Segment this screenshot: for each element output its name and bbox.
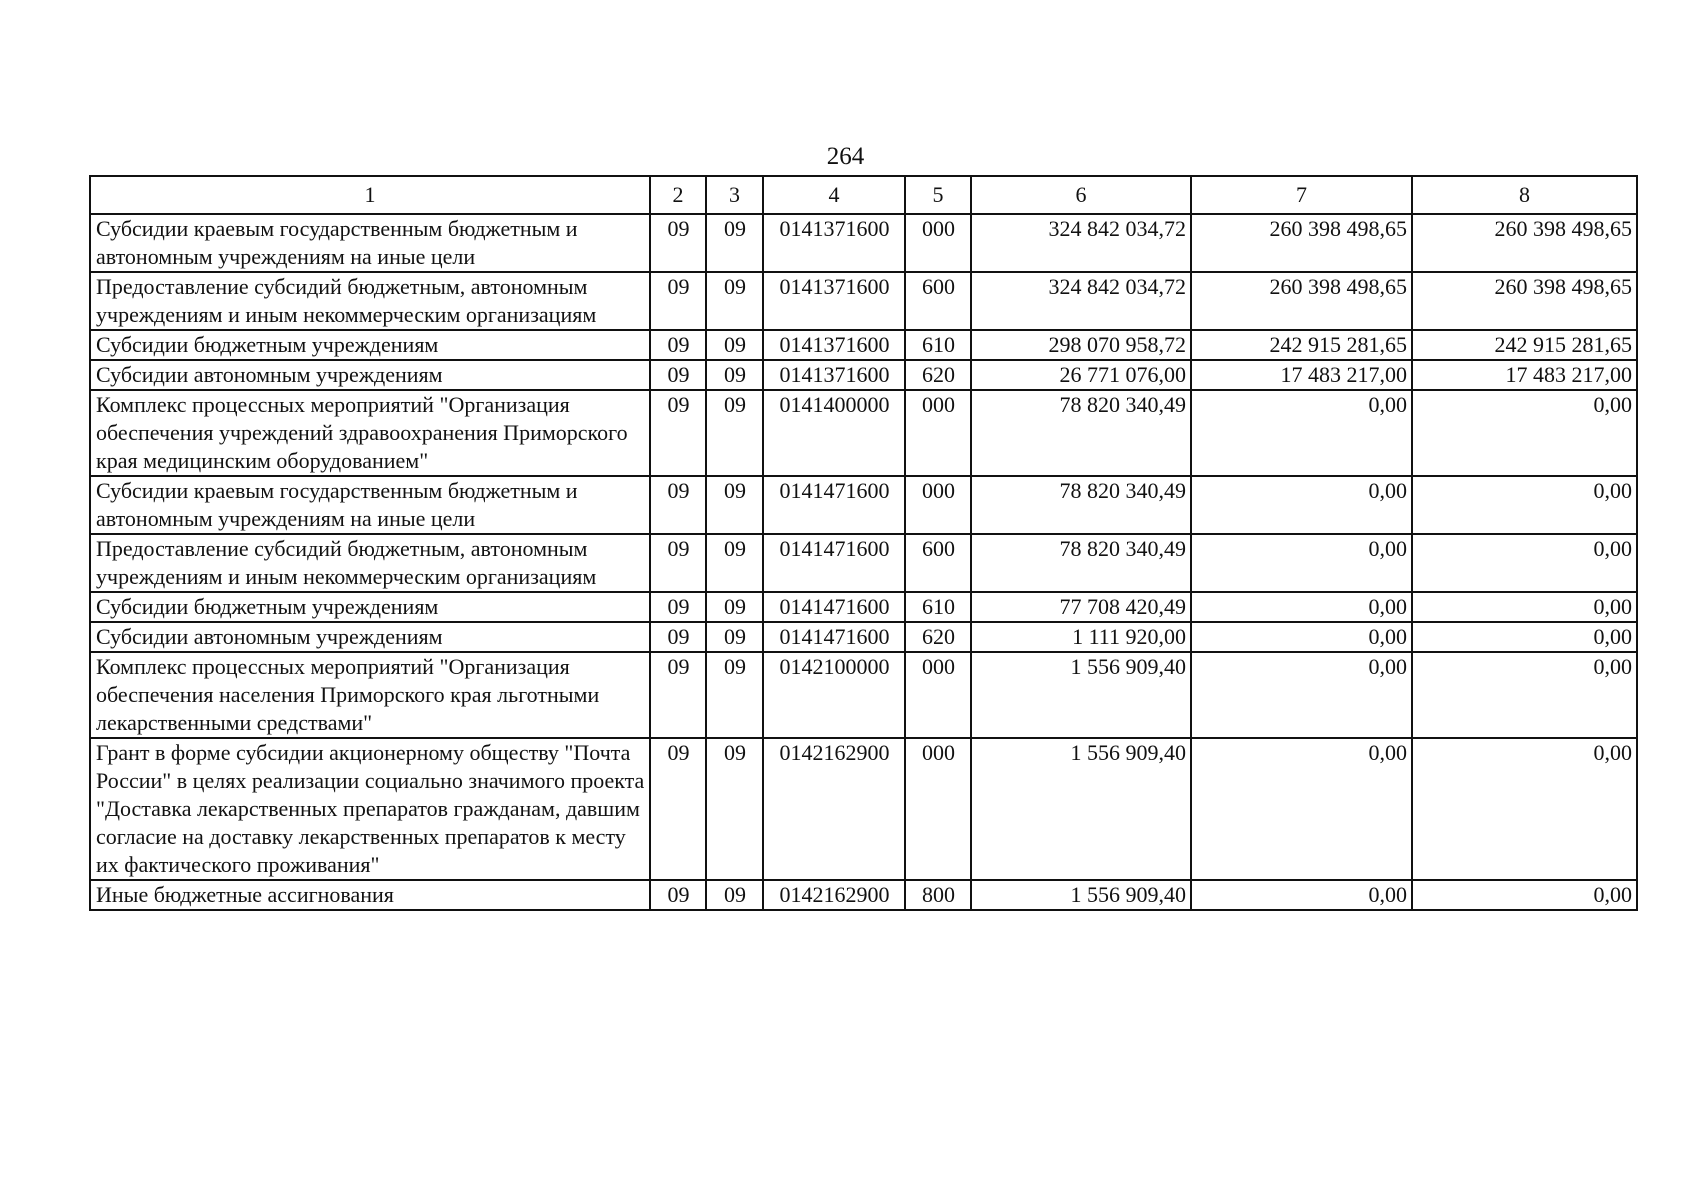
target-article-code: 0142162900 bbox=[763, 880, 905, 910]
section-code: 09 bbox=[650, 330, 706, 360]
target-article-code: 0141371600 bbox=[763, 360, 905, 390]
table-row bbox=[90, 738, 1637, 880]
table-row bbox=[90, 622, 1637, 652]
expense-type-code: 600 bbox=[905, 534, 971, 592]
amount-col7: 260 398 498,65 bbox=[1191, 272, 1412, 330]
amount-col6: 1 556 909,40 bbox=[971, 652, 1191, 738]
amount-col8: 242 915 281,65 bbox=[1412, 330, 1637, 360]
expense-type-code: 600 bbox=[905, 272, 971, 330]
subsection-code: 09 bbox=[706, 272, 763, 330]
target-article-code: 0141400000 bbox=[763, 390, 905, 476]
amount-col6: 324 842 034,72 bbox=[971, 272, 1191, 330]
target-article-code: 0141371600 bbox=[763, 272, 905, 330]
amount-col7: 0,00 bbox=[1191, 622, 1412, 652]
row-name: Предоставление субсидий бюджетным, автономным учреждениям и иным некоммерческим организациям bbox=[90, 534, 650, 592]
amount-col6: 298 070 958,72 bbox=[971, 330, 1191, 360]
expense-type-code: 000 bbox=[905, 476, 971, 534]
column-header: 6 bbox=[971, 176, 1191, 214]
amount-col8: 0,00 bbox=[1412, 622, 1637, 652]
row-name: Субсидии автономным учреждениям bbox=[90, 360, 650, 390]
amount-col6: 324 842 034,72 bbox=[971, 214, 1191, 272]
target-article-code: 0141371600 bbox=[763, 214, 905, 272]
subsection-code: 09 bbox=[706, 622, 763, 652]
amount-col6: 1 111 920,00 bbox=[971, 622, 1191, 652]
amount-col8: 0,00 bbox=[1412, 652, 1637, 738]
target-article-code: 0142100000 bbox=[763, 652, 905, 738]
column-header: 1 bbox=[90, 176, 650, 214]
section-code: 09 bbox=[650, 738, 706, 880]
expense-type-code: 000 bbox=[905, 390, 971, 476]
amount-col8: 0,00 bbox=[1412, 738, 1637, 880]
subsection-code: 09 bbox=[706, 360, 763, 390]
expense-type-code: 610 bbox=[905, 330, 971, 360]
table-row bbox=[90, 534, 1637, 592]
amount-col7: 0,00 bbox=[1191, 534, 1412, 592]
expense-type-code: 000 bbox=[905, 214, 971, 272]
target-article-code: 0141471600 bbox=[763, 476, 905, 534]
column-header: 2 bbox=[650, 176, 706, 214]
header-row bbox=[90, 176, 1637, 214]
amount-col8: 260 398 498,65 bbox=[1412, 272, 1637, 330]
row-name: Грант в форме субсидии акционерному обществу "Почта России" в целях реализации социально значимого проекта "Доставка лекарственных препаратов гражданам, давшим согласие на доставку лекарственных препаратов к месту их фактического проживания" bbox=[90, 738, 650, 880]
subsection-code: 09 bbox=[706, 738, 763, 880]
amount-col7: 260 398 498,65 bbox=[1191, 214, 1412, 272]
section-code: 09 bbox=[650, 214, 706, 272]
expense-type-code: 610 bbox=[905, 592, 971, 622]
amount-col8: 260 398 498,65 bbox=[1412, 214, 1637, 272]
amount-col6: 1 556 909,40 bbox=[971, 738, 1191, 880]
section-code: 09 bbox=[650, 592, 706, 622]
row-name: Комплекс процессных мероприятий "Организация обеспечения населения Приморского края льготными лекарственными средствами" bbox=[90, 652, 650, 738]
amount-col7: 0,00 bbox=[1191, 390, 1412, 476]
amount-col7: 17 483 217,00 bbox=[1191, 360, 1412, 390]
target-article-code: 0141371600 bbox=[763, 330, 905, 360]
section-code: 09 bbox=[650, 360, 706, 390]
row-name: Предоставление субсидий бюджетным, автономным учреждениям и иным некоммерческим организациям bbox=[90, 272, 650, 330]
table-row bbox=[90, 214, 1637, 272]
expense-type-code: 800 bbox=[905, 880, 971, 910]
subsection-code: 09 bbox=[706, 534, 763, 592]
amount-col7: 0,00 bbox=[1191, 652, 1412, 738]
section-code: 09 bbox=[650, 622, 706, 652]
table-row bbox=[90, 390, 1637, 476]
amount-col8: 0,00 bbox=[1412, 592, 1637, 622]
subsection-code: 09 bbox=[706, 214, 763, 272]
subsection-code: 09 bbox=[706, 476, 763, 534]
page-number: 264 bbox=[826, 143, 865, 170]
row-name: Субсидии бюджетным учреждениям bbox=[90, 592, 650, 622]
amount-col7: 242 915 281,65 bbox=[1191, 330, 1412, 360]
amount-col6: 1 556 909,40 bbox=[971, 880, 1191, 910]
table-row bbox=[90, 476, 1637, 534]
section-code: 09 bbox=[650, 534, 706, 592]
amount-col8: 0,00 bbox=[1412, 880, 1637, 910]
table-row bbox=[90, 272, 1637, 330]
section-code: 09 bbox=[650, 476, 706, 534]
subsection-code: 09 bbox=[706, 880, 763, 910]
row-name: Субсидии бюджетным учреждениям bbox=[90, 330, 650, 360]
budget-table bbox=[89, 175, 1638, 911]
amount-col8: 0,00 bbox=[1412, 390, 1637, 476]
row-name: Иные бюджетные ассигнования bbox=[90, 880, 650, 910]
amount-col8: 0,00 bbox=[1412, 476, 1637, 534]
subsection-code: 09 bbox=[706, 592, 763, 622]
amount-col6: 78 820 340,49 bbox=[971, 476, 1191, 534]
table-row bbox=[90, 652, 1637, 738]
expense-type-code: 000 bbox=[905, 738, 971, 880]
amount-col6: 26 771 076,00 bbox=[971, 360, 1191, 390]
table-row bbox=[90, 360, 1637, 390]
row-name: Субсидии краевым государственным бюджетным и автономным учреждениям на иные цели bbox=[90, 476, 650, 534]
section-code: 09 bbox=[650, 390, 706, 476]
row-name: Субсидии автономным учреждениям bbox=[90, 622, 650, 652]
amount-col6: 78 820 340,49 bbox=[971, 534, 1191, 592]
amount-col7: 0,00 bbox=[1191, 880, 1412, 910]
row-name: Субсидии краевым государственным бюджетным и автономным учреждениям на иные цели bbox=[90, 214, 650, 272]
subsection-code: 09 bbox=[706, 652, 763, 738]
target-article-code: 0141471600 bbox=[763, 534, 905, 592]
column-header: 5 bbox=[905, 176, 971, 214]
column-header: 8 bbox=[1412, 176, 1637, 214]
amount-col6: 77 708 420,49 bbox=[971, 592, 1191, 622]
section-code: 09 bbox=[650, 880, 706, 910]
table-row bbox=[90, 330, 1637, 360]
column-header: 4 bbox=[763, 176, 905, 214]
target-article-code: 0142162900 bbox=[763, 738, 905, 880]
target-article-code: 0141471600 bbox=[763, 622, 905, 652]
section-code: 09 bbox=[650, 272, 706, 330]
amount-col8: 17 483 217,00 bbox=[1412, 360, 1637, 390]
column-header: 7 bbox=[1191, 176, 1412, 214]
column-header: 3 bbox=[706, 176, 763, 214]
amount-col7: 0,00 bbox=[1191, 738, 1412, 880]
table-row bbox=[90, 880, 1637, 910]
subsection-code: 09 bbox=[706, 390, 763, 476]
amount-col7: 0,00 bbox=[1191, 592, 1412, 622]
expense-type-code: 000 bbox=[905, 652, 971, 738]
subsection-code: 09 bbox=[706, 330, 763, 360]
section-code: 09 bbox=[650, 652, 706, 738]
expense-type-code: 620 bbox=[905, 622, 971, 652]
amount-col7: 0,00 bbox=[1191, 476, 1412, 534]
expense-type-code: 620 bbox=[905, 360, 971, 390]
amount-col6: 78 820 340,49 bbox=[971, 390, 1191, 476]
target-article-code: 0141471600 bbox=[763, 592, 905, 622]
row-name: Комплекс процессных мероприятий "Организация обеспечения учреждений здравоохранения Приморского края медицинским оборудованием" bbox=[90, 390, 650, 476]
amount-col8: 0,00 bbox=[1412, 534, 1637, 592]
table-row bbox=[90, 592, 1637, 622]
